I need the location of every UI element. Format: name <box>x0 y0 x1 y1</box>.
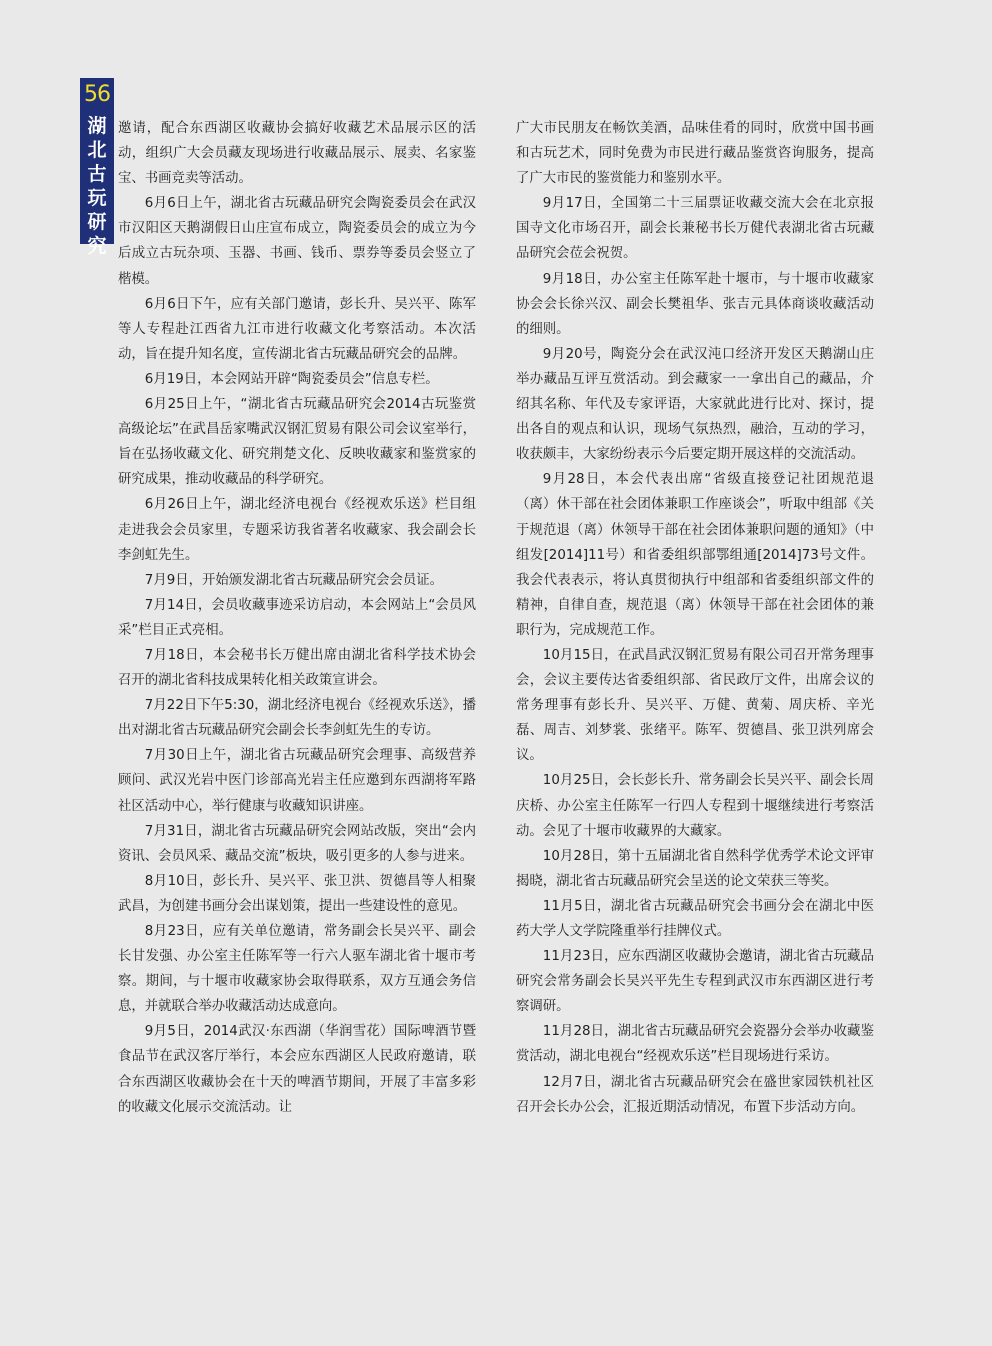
paragraph: 6月6日下午，应有关部门邀请，彭长升、吴兴平、陈军等人专程赴江西省九江市进行收藏文化考察活动。本次活动，旨在提升知名度，宣传湖北省古玩藏品研究会的品牌。 <box>118 296 476 362</box>
paragraph: 7月30日上午，湖北省古玩藏品研究会理事、高级营养顾问、武汉光岩中医门诊部高光岩主任应邀到东西湖将军路社区活动中心，举行健康与收藏知识讲座。 <box>118 748 476 814</box>
paragraph: 10月25日，会长彭长升、常务副会长吴兴平、副会长周庆桥、办公室主任陈军一行四人专程到十堰继续进行考察活动。会见了十堰市收藏界的大藏家。 <box>516 773 874 839</box>
paragraph: 8月23日，应有关单位邀请，常务副会长吴兴平、副会长甘发强、办公室主任陈军等一行六人驱车湖北省十堰市考察。期间，与十堰市收藏家协会取得联系，双方互通会务信息，并就联合举办收藏活动达成意向。 <box>118 924 476 1015</box>
paragraph: 12月7日，湖北省古玩藏品研究会在盛世家园铁机社区召开会长办公会，汇报近期活动情况，布置下步活动方向。 <box>516 1074 874 1115</box>
paragraph: 9月18日，办公室主任陈军赴十堰市，与十堰市收藏家协会会长徐兴汉、副会长樊祖华、张吉元具体商谈收藏活动的细则。 <box>516 271 874 337</box>
paragraph: 10月15日，在武昌武汉钢汇贸易有限公司召开常务理事会，会议主要传达省委组织部、省民政厅文件，出席会议的常务理事有彭长升、吴兴平、万健、黄菊、周庆桥、辛光磊、周吉、刘梦裳、张绪平。陈军、贺德昌、张卫洪列席会议。 <box>516 647 874 764</box>
paragraph: 10月28日，第十五届湖北省自然科学优秀学术论文评审揭晓，湖北省古玩藏品研究会呈送的论文荣获三等奖。 <box>516 848 874 889</box>
left-text-column <box>118 116 476 1120</box>
paragraph: 6月26日上午，湖北经济电视台《经视欢乐送》栏目组走进我会会员家里，专题采访我省著名收藏家、我会副会长李剑虹先生。 <box>118 497 476 563</box>
paragraph: 7月14日，会员收藏事迹采访启动，本会网站上“会员风采”栏目正式亮相。 <box>118 597 476 638</box>
paragraph: 11月5日，湖北省古玩藏品研究会书画分会在湖北中医药大学人文学院隆重举行挂牌仪式。 <box>516 898 874 939</box>
paragraph: 9月28日，本会代表出席“省级直接登记社团规范退（离）休干部在社会团体兼职工作座谈会”，听取中组部《关于规范退（离）休领导干部在社会团体兼职问题的通知》（中组发[2014]11号）和省委组织部鄂组通[2014]73号文件。我会代表表示，将认真贯彻执行中组部和省委组织部文件的精神，自律自查，规范退（离）休领导干部在社会团体的兼职行为，完成规范工作。 <box>516 472 874 638</box>
paragraph: 9月17日，全国第二十三届票证收藏交流大会在北京报国寺文化市场召开，副会长兼秘书长万健代表湖北省古玩藏品研究会莅会祝贺。 <box>516 196 874 262</box>
paragraph: 7月18日，本会秘书长万健出席由湖北省科学技术协会召开的湖北省科技成果转化相关政策宣讲会。 <box>118 647 476 689</box>
page-number: 56 <box>84 82 110 107</box>
paragraph: 11月28日，湖北省古玩藏品研究会瓷器分会举办收藏鉴赏活动，湖北电视台“经视欢乐送”栏目现场进行采访。 <box>516 1024 874 1065</box>
section-side-tab <box>80 78 114 257</box>
paragraph: 7月22日下午5:30，湖北经济电视台《经视欢乐送》，播出对湖北省古玩藏品研究会副会长李剑虹先生的专访。 <box>118 698 476 739</box>
paragraph: 7月31日，湖北省古玩藏品研究会网站改版，突出“会内资讯、会员风采、藏品交流”板块，吸引更多的人参与进来。 <box>118 823 476 864</box>
paragraph: 9月20号，陶瓷分会在武汉沌口经济开发区天鹅湖山庄举办藏品互评互赏活动。到会藏家一一拿出自己的藏品，介绍其名称、年代及专家评语，大家就此进行比对、探讨，提出各自的观点和认识，现场气氛热烈，融洽，互动的学习，收获颇丰，大家纷纷表示今后要定期开展这样的交流活动。 <box>516 346 874 463</box>
paragraph: 邀请，配合东西湖区收藏协会搞好收藏艺术品展示区的活动，组织广大会员藏友现场进行收藏品展示、展卖、名家鉴宝、书画竞卖等活动。 <box>118 121 476 187</box>
right-text-column <box>516 116 874 1120</box>
paragraph: 11月23日，应东西湖区收藏协会邀请，湖北省古玩藏品研究会常务副会长吴兴平先生专程到武汉市东西湖区进行考察调研。 <box>516 949 874 1015</box>
paragraph: 7月9日，开始颁发湖北省古玩藏品研究会会员证。 <box>144 572 444 588</box>
paragraph: 6月6日上午，湖北省古玩藏品研究会陶瓷委员会在武汉市汉阳区天鹅湖假日山庄宣布成立，陶瓷委员会的成立为今后成立古玩杂项、玉器、书画、钱币、票券等委员会竖立了楷模。 <box>118 196 476 287</box>
paragraph: 8月10日，彭长升、吴兴平、张卫洪、贺德昌等人相聚武昌，为创建书画分会出谋划策，提出一些建设性的意见。 <box>118 873 476 914</box>
paragraph: 广大市民朋友在畅饮美酒，品味佳肴的同时，欣赏中国书画和古玩艺术，同时免费为市民进行藏品鉴赏咨询服务，提高了广大市民的鉴赏能力和鉴别水平。 <box>516 121 874 187</box>
section-title-vertical: 湖北古玩研究 <box>87 115 107 257</box>
paragraph: 9月5日，2014武汉·东西湖（华润雪花）国际啤酒节暨食品节在武汉客厅举行，本会应东西湖区人民政府邀请，联合东西湖区收藏协会在十天的啤酒节期间，开展了丰富多彩的收藏文化展示交流活动。让 <box>118 1024 476 1115</box>
paragraph: 6月19日，本会网站开辟“陶瓷委员会”信息专栏。 <box>144 371 439 387</box>
paragraph: 6月25日上午，“湖北省古玩藏品研究会2014古玩鉴赏高级论坛”在武昌岳家嘴武汉钢汇贸易有限公司会议室举行，旨在弘扬收藏文化、研究荆楚文化、反映收藏家和鉴赏家的研究成果，推动收藏品的科学研究。 <box>118 397 476 488</box>
